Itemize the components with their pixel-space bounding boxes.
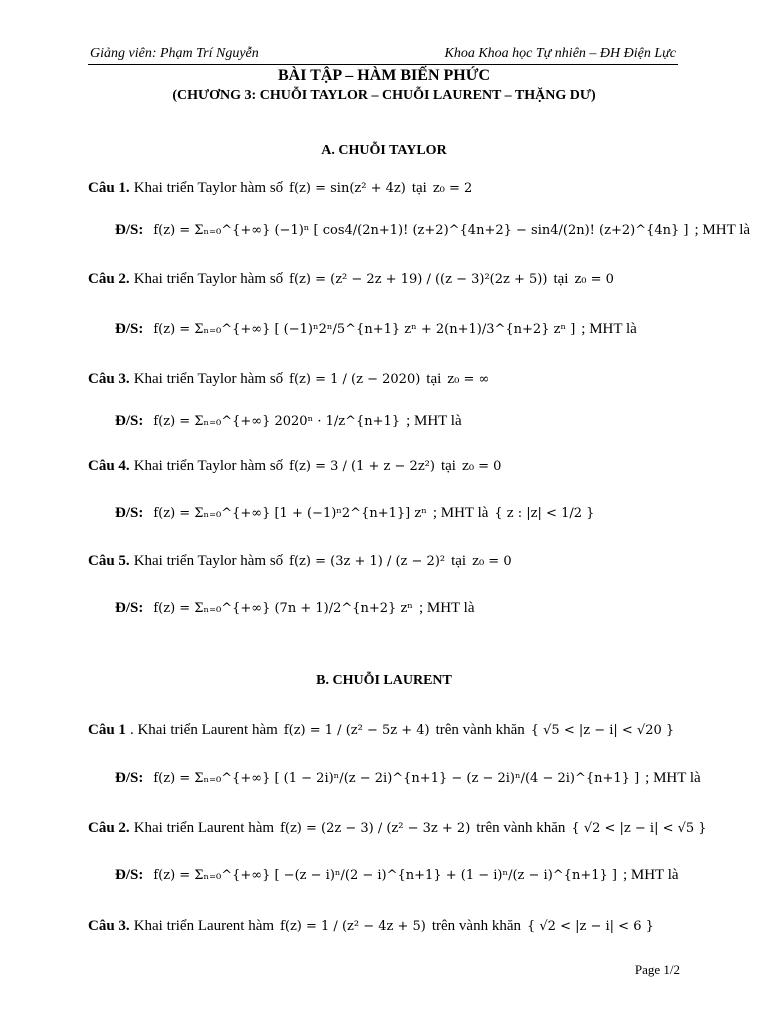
answer-tail: ; MHT là <box>694 222 751 238</box>
problem-label: Câu 3. <box>88 918 130 934</box>
answer-formula: f(z) = Σₙ₌₀^{+∞} [ (1 − 2i)ⁿ/(z − 2i)^{n+1} − (z − 2i)ⁿ/(4 − 2i)^{n+1} ] <box>153 771 640 786</box>
problem-text: Khai triển Taylor hàm số <box>133 371 284 387</box>
problem-at: trên vành khăn <box>476 820 566 836</box>
answer-tail: ; MHT là <box>581 321 637 337</box>
problem-b2 <box>88 820 707 837</box>
problem-region: { √5 < |z − i| < √20 } <box>530 723 675 738</box>
problem-label: Câu 2. <box>88 820 130 836</box>
problem-function: f(z) = 1 / (z − 2020) <box>289 372 421 387</box>
problem-a5 <box>88 553 698 570</box>
problem-point: z₀ = 0 <box>461 459 502 474</box>
page-title: BÀI TẬP – HÀM BIẾN PHỨC <box>277 67 490 84</box>
problem-label: Câu 5. <box>88 553 130 569</box>
answer-label: Đ/S: <box>115 505 144 521</box>
answer-a4 <box>115 505 698 522</box>
problem-at: tại <box>426 371 442 387</box>
answer-a2 <box>115 321 698 338</box>
problem-function: f(z) = (3z + 1) / (z − 2)² <box>289 554 446 569</box>
problem-text: Khai triển Laurent hàm <box>133 918 275 934</box>
problem-point: z₀ = 0 <box>574 272 614 287</box>
problem-text: Khai triển Laurent hàm <box>133 820 275 836</box>
problem-point: z₀ = 2 <box>432 181 473 196</box>
answer-a5 <box>115 600 698 617</box>
answer-formula: f(z) = Σₙ₌₀^{+∞} [1 + (−1)ⁿ2^{n+1}] zⁿ <box>153 506 427 521</box>
problem-text: . Khai triển Laurent hàm <box>129 722 278 738</box>
problem-function: f(z) = sin(z² + 4z) <box>289 181 406 196</box>
problem-label: Câu 3. <box>88 371 130 387</box>
answer-b1 <box>115 770 701 787</box>
answer-formula: f(z) = Σₙ₌₀^{+∞} [ −(z − i)ⁿ/(2 − i)^{n+1} + (1 − i)ⁿ/(z − i)^{n+1} ] <box>153 868 617 883</box>
problem-at: trên vành khăn <box>435 722 525 738</box>
problem-a4 <box>88 458 698 475</box>
problem-b1 <box>88 722 698 739</box>
problem-text: Khai triển Taylor hàm số <box>133 271 284 287</box>
problem-label: Câu 2. <box>88 271 130 287</box>
problem-at: tại <box>411 180 427 196</box>
problem-a1 <box>88 180 698 197</box>
section-b-heading: B. CHUỖI LAURENT <box>316 673 452 688</box>
header-divider <box>88 64 678 65</box>
answer-tail: ; MHT là <box>432 505 489 521</box>
answer-label: Đ/S: <box>115 413 144 429</box>
answer-a1 <box>115 222 751 239</box>
page-subtitle: (CHƯƠNG 3: CHUỖI TAYLOR – CHUỖI LAURENT – THẶNG DƯ) <box>172 88 596 103</box>
answer-label: Đ/S: <box>115 222 144 238</box>
problem-region: { √2 < |z − i| < 6 } <box>527 919 654 934</box>
answer-label: Đ/S: <box>115 600 144 616</box>
problem-at: tại <box>451 553 467 569</box>
answer-tail: ; MHT là <box>645 770 701 786</box>
problem-function: f(z) = 3 / (1 + z − 2z²) <box>289 459 435 474</box>
problem-text: Khai triển Taylor hàm số <box>133 553 284 569</box>
problem-function: f(z) = (2z − 3) / (z² − 3z + 2) <box>280 821 471 836</box>
answer-formula: f(z) = Σₙ₌₀^{+∞} (−1)ⁿ [ cos4/(2n+1)! (z+2)^{4n+2} − sin4/(2n)! (z+2)^{4n} ] <box>153 223 689 238</box>
answer-a3 <box>115 413 698 430</box>
problem-region: { √2 < |z − i| < √5 } <box>571 821 707 836</box>
problem-text: Khai triển Taylor hàm số <box>133 180 284 196</box>
problem-point: z₀ = 0 <box>472 554 512 569</box>
answer-formula: f(z) = Σₙ₌₀^{+∞} (7n + 1)/2^{n+2} zⁿ <box>153 601 413 616</box>
answer-b2 <box>115 867 698 884</box>
answer-label: Đ/S: <box>115 770 144 786</box>
problem-function: f(z) = 1 / (z² − 5z + 4) <box>283 723 430 738</box>
problem-label: Câu 1 <box>88 722 126 738</box>
answer-tail: ; MHT là <box>406 413 462 429</box>
problem-label: Câu 1. <box>88 180 130 196</box>
faculty-name: Khoa Khoa học Tự nhiên – ĐH Điện Lực <box>444 46 676 61</box>
problem-function: f(z) = 1 / (z² − 4z + 5) <box>280 919 426 934</box>
problem-at: tại <box>553 271 569 287</box>
instructor-name: Giảng viên: Phạm Trí Nguyễn <box>90 46 259 61</box>
problem-b3 <box>88 918 698 935</box>
answer-label: Đ/S: <box>115 867 144 883</box>
problem-point: z₀ = ∞ <box>447 372 490 387</box>
answer-formula: f(z) = Σₙ₌₀^{+∞} 2020ⁿ · 1/z^{n+1} <box>153 414 401 429</box>
answer-tail: ; MHT là <box>418 600 475 616</box>
page-number: Page 1/2 <box>634 962 680 977</box>
problem-a2 <box>88 271 698 288</box>
answer-formula: f(z) = Σₙ₌₀^{+∞} [ (−1)ⁿ2ⁿ/5^{n+1} zⁿ + 2(n+1)/3^{n+2} zⁿ ] <box>153 322 576 337</box>
problem-at: tại <box>440 458 456 474</box>
problem-at: trên vành khăn <box>431 918 521 934</box>
problem-a3 <box>88 371 698 388</box>
answer-region: { z : |z| < 1/2 } <box>494 506 595 521</box>
problem-label: Câu 4. <box>88 458 130 474</box>
answer-tail: ; MHT là <box>622 867 679 883</box>
problem-function: f(z) = (z² − 2z + 19) / ((z − 3)²(2z + 5)) <box>289 272 548 287</box>
section-a-heading: A. CHUỖI TAYLOR <box>321 143 447 158</box>
problem-text: Khai triển Taylor hàm số <box>133 458 284 474</box>
answer-label: Đ/S: <box>115 321 144 337</box>
